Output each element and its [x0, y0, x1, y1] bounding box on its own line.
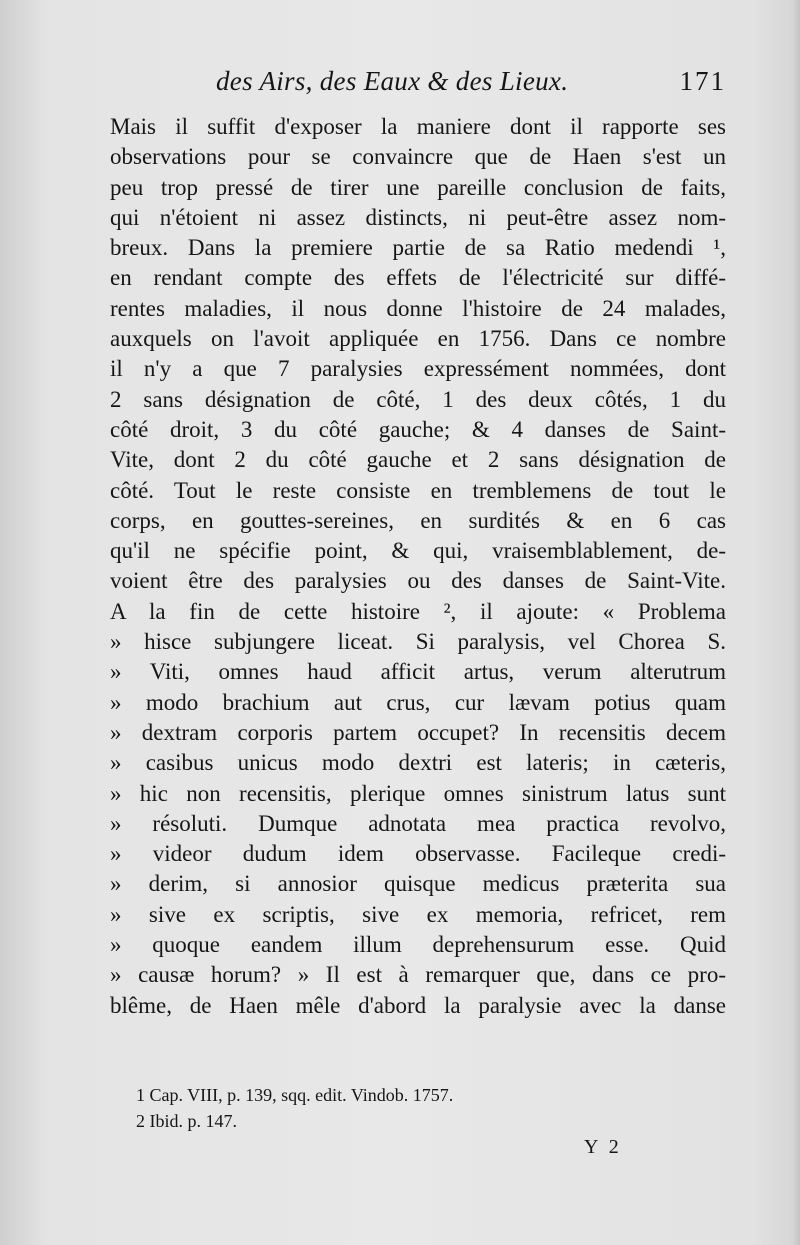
page-edge-shadow — [792, 0, 800, 1245]
text-line: » sive ex scriptis, sive ex memoria, refricet, rem — [110, 901, 726, 927]
footnotes — [136, 1082, 636, 1134]
body-text — [110, 112, 726, 1021]
text-line: A la fin de cette histoire ², il ajoute: « Problema — [110, 598, 726, 624]
text-line: côté droit, 3 du côté gauche; & 4 danses de Saint- — [110, 416, 726, 442]
text-line: voient être des paralysies ou des danses de Saint-Vite. — [110, 568, 726, 594]
text-line: » causæ horum? » Il est à remarquer que, dans ce pro- — [110, 962, 726, 988]
text-line: observations pour se convaincre que de Haen s'est un — [110, 144, 726, 170]
text-line: » modo brachium aut crus, cur lævam potius quam — [110, 689, 726, 715]
text-line: en rendant compte des effets de l'électricité sur diffé- — [110, 265, 726, 291]
text-line: auxquels on l'avoit appliquée en 1756. Dans ce nombre — [110, 326, 726, 352]
footnote-1: 1 Cap. VIII, p. 139, sqq. edit. Vindob. 1757. — [136, 1085, 454, 1105]
text-line: » résoluti. Dumque adnotata mea practica revolvo, — [110, 810, 726, 836]
text-line: breux. Dans la premiere partie de sa Ratio medendi ¹, — [110, 235, 726, 261]
text-line: » casibus unicus modo dextri est lateris; in cæteris, — [110, 750, 726, 776]
text-line: » dextram corporis partem occupet? In recensitis decem — [110, 719, 726, 745]
text-line: côté. Tout le reste consiste en tremblemens de tout le — [110, 477, 726, 503]
text-line: corps, en gouttes-sereines, en surdités & en 6 cas — [110, 507, 726, 533]
text-line: » Viti, omnes haud afficit artus, verum alterutrum — [110, 659, 726, 685]
text-line: Vite, dont 2 du côté gauche et 2 sans désignation de — [110, 447, 726, 473]
footnote-2: 2 Ibid. p. 147. — [136, 1111, 237, 1131]
text-line: » videor dudum idem observasse. Facileque credi- — [110, 841, 726, 867]
text-line: Mais il suffit d'exposer la maniere dont il rapporte ses — [110, 114, 726, 139]
text-line: » hic non recensitis, plerique omnes sinistrum latus sunt — [110, 780, 726, 806]
text-line: » hisce subjungere liceat. Si paralysis, vel Chorea S. — [110, 629, 726, 655]
page-number: 171 — [679, 66, 726, 96]
text-line: il n'y a que 7 paralysies expressément nommées, dont — [110, 356, 726, 382]
text-line: 2 sans désignation de côté, 1 des deux côtés, 1 du — [110, 386, 726, 412]
text-line: peu trop pressé de tirer une pareille conclusion de faits, — [110, 174, 726, 200]
text-line: blême, de Haen mêle d'abord la paralysie avec la danse — [110, 992, 726, 1018]
signature-mark: Y 2 — [584, 1136, 622, 1158]
text-line: » derim, si annosior quisque medicus præterita sua — [110, 871, 726, 897]
text-line: rentes maladies, il nous donne l'histoire de 24 malades, — [110, 295, 726, 321]
running-head-title: des Airs, des Eaux & des Lieux. — [216, 66, 569, 96]
text-line: » quoque eandem illum deprehensurum esse. Quid — [110, 932, 726, 958]
text-line: qu'il ne spécifie point, & qui, vraisemblablement, de- — [110, 538, 726, 564]
text-line: qui n'étoient ni assez distincts, ni peut-être assez nom- — [110, 204, 726, 230]
running-head — [0, 66, 726, 106]
